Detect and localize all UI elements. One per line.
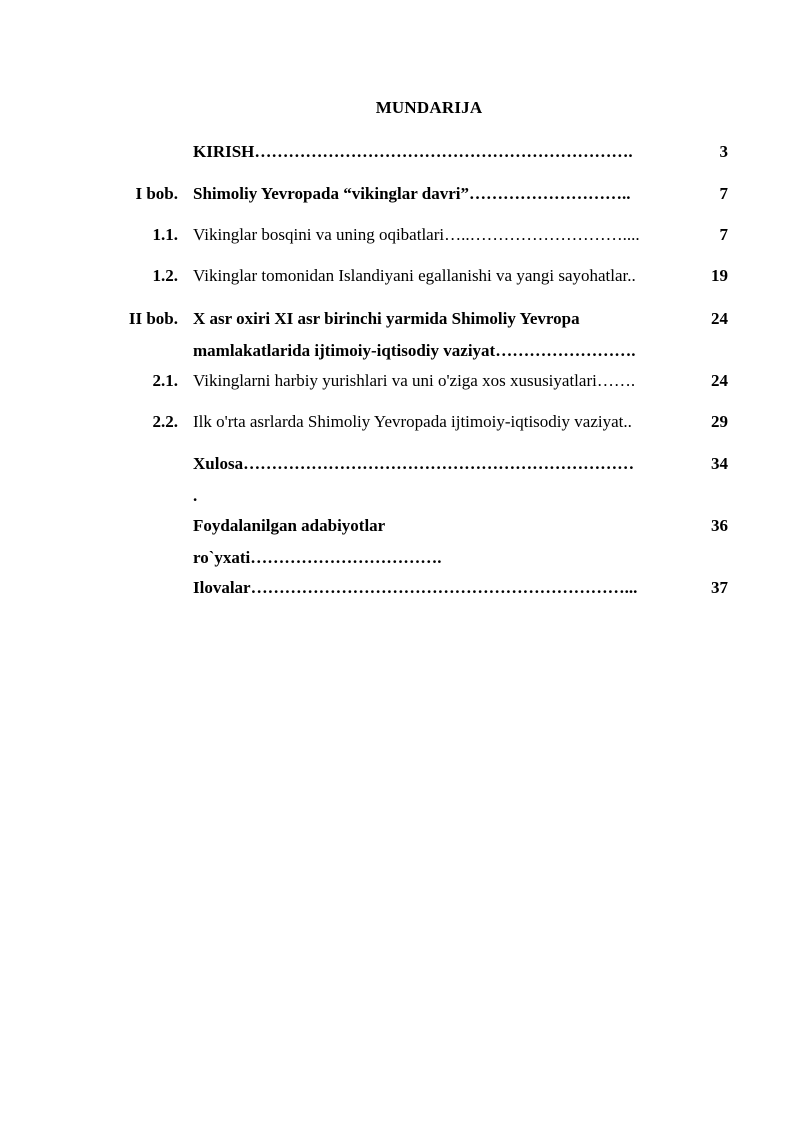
toc-entry-title [193,510,693,574]
toc-entry-number: II bob. [128,309,178,328]
toc-entry-title: Vikinglarni harbiy yurishlari va uni o'ziga xos xususiyatlari……. [193,371,636,390]
toc-entry-page: 34 [711,454,728,473]
toc-entry-page: 24 [711,371,728,390]
toc-entry-page: 7 [719,184,728,203]
toc-entry-page: 29 [711,412,728,431]
toc-entry-page: 36 [711,516,728,535]
toc-entry-title-line: Foydalanilgan adabiyotlar [193,516,386,535]
toc-entry-number: 1.2. [152,266,178,285]
toc-entry-title-line: X asr oxiri XI asr birinchi yarmida Shimoliy Yevropa [193,309,580,328]
toc-entry-number: 2.2. [152,412,178,431]
toc-entry-title: Ilk o'rta asrlarda Shimoliy Yevropada ijtimoiy-iqtisodiy vaziyat.. [193,412,632,431]
toc-entry-number: 2.1. [152,371,178,390]
toc-entry-title-line: Xulosa…………………………………………………………… [193,454,635,473]
toc-entry-page: 37 [711,578,728,597]
toc-entry-title: KIRISH…………………………………………………………. [193,142,633,161]
toc-entry-page: 19 [711,266,728,285]
toc-entry-page: 24 [711,309,728,328]
toc-entry-title-line: mamlakatlarida ijtimoiy-iqtisodiy vaziyat……………………. [193,341,636,360]
toc-entry-number: 1.1. [152,225,178,244]
toc-entry-title: Vikinglar tomonidan Islandiyani egallanishi va yangi sayohatlar.. [193,266,636,285]
toc-entry-title [193,448,693,512]
toc-entry-title-line: . [193,486,198,505]
toc-entry-page: 3 [719,142,728,161]
toc-entry-title: Ilovalar…………………………………………………………... [193,578,638,597]
toc-heading: MUNDARIJA [375,98,483,117]
toc-entry-title: Shimoliy Yevropada “vikinglar davri”……………………….. [193,184,631,203]
toc-entry-title-line: ro`yxati……………………………. [193,548,442,567]
toc-entry-title: Vikinglar bosqini va uning oqibatlari…..……………………….... [193,225,640,244]
toc-entry-title [193,303,693,367]
toc-entry-number: I bob. [135,184,178,203]
toc-entry-page: 7 [719,225,728,244]
